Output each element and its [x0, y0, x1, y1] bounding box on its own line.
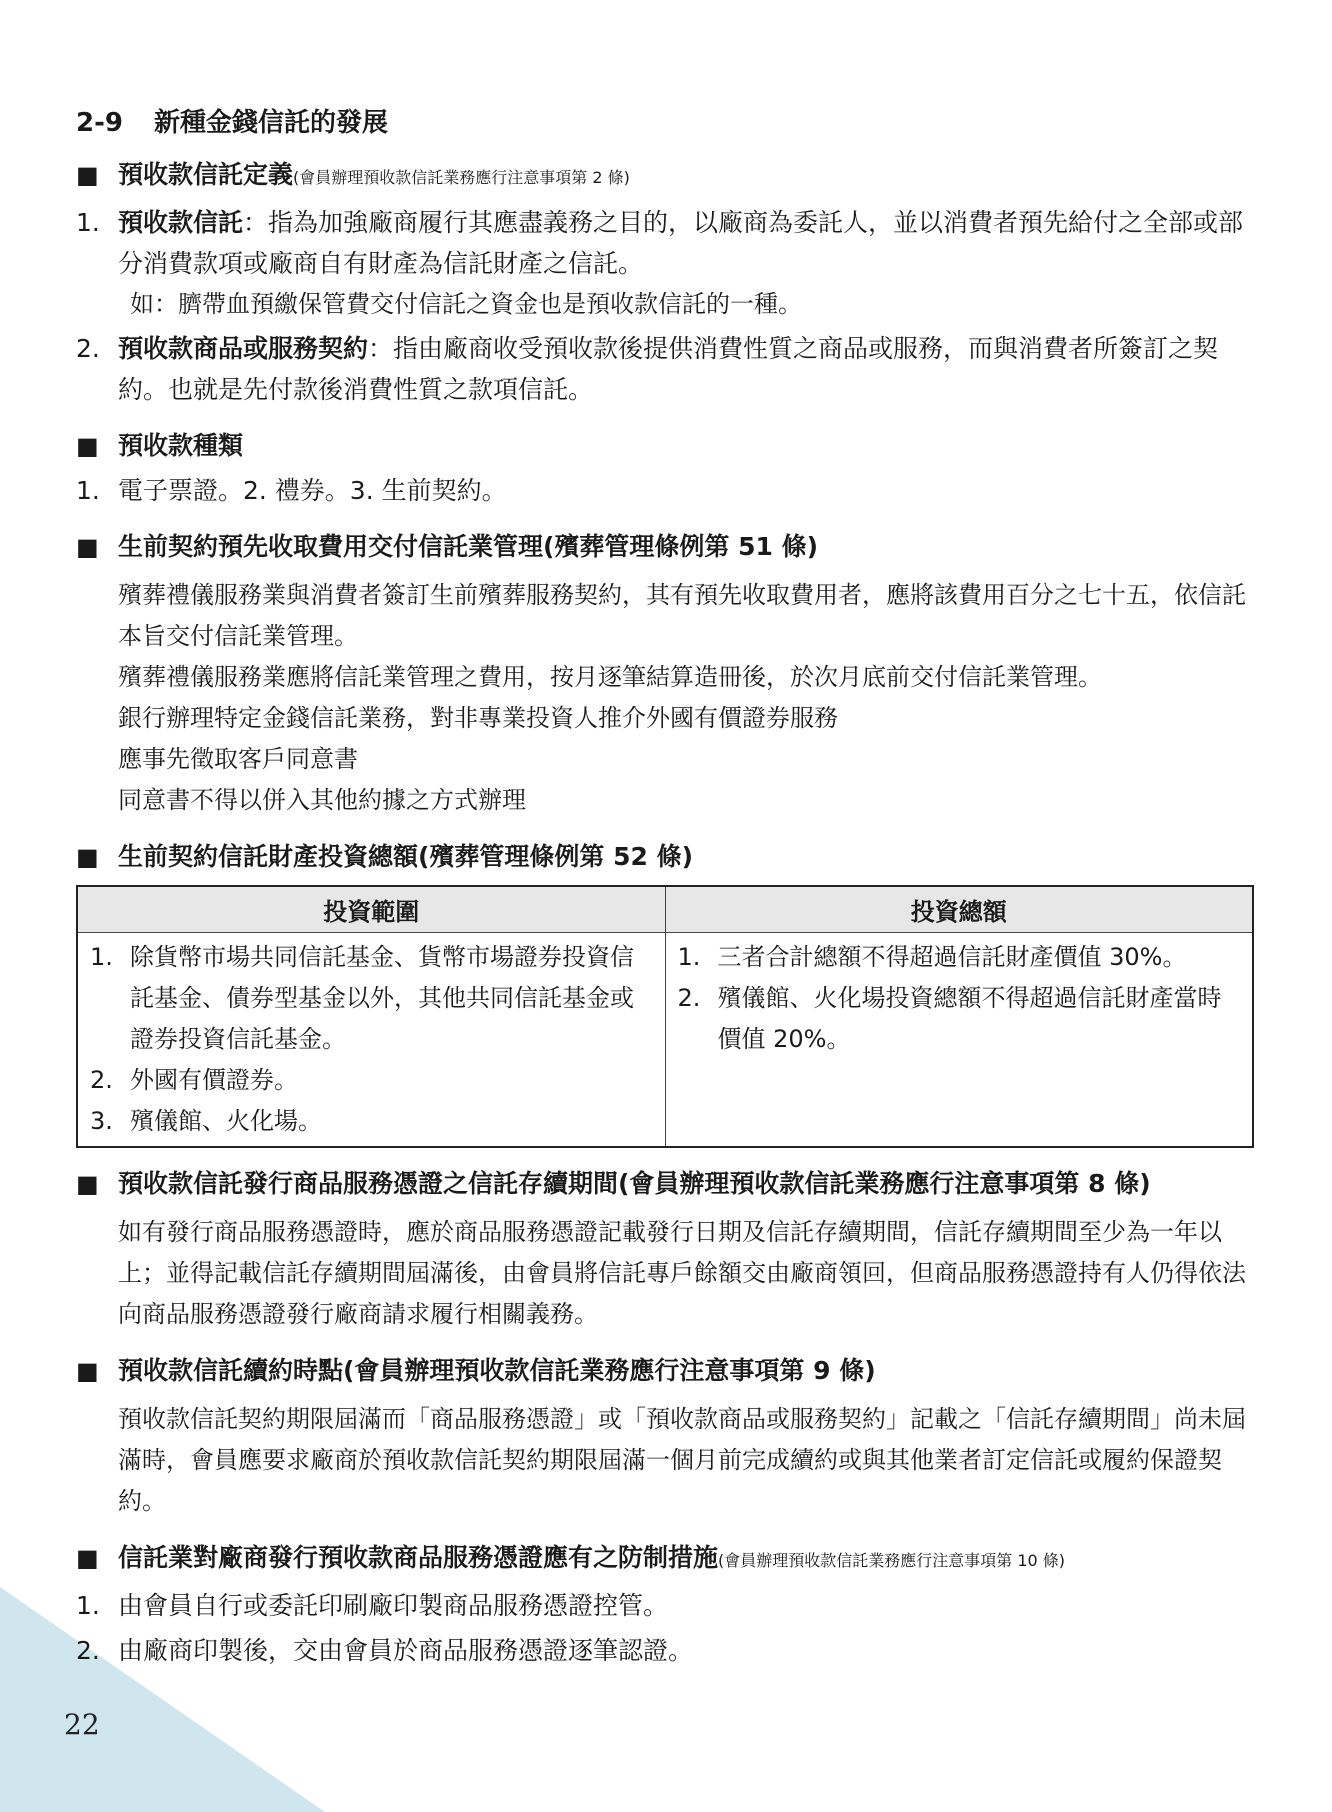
square-bullet-icon: ■: [76, 533, 99, 561]
example-text: 如：臍帶血預繳保管費交付信託之資金也是預收款信託的一種。: [130, 290, 802, 318]
column-header: 投資總額: [665, 886, 1253, 933]
item-number: 2.: [90, 1066, 113, 1094]
table-header-row: [77, 886, 1253, 933]
list-item: [678, 937, 1243, 978]
heading-note: (會員辦理預收款信託業務應行注意事項第 10 條): [718, 1551, 1066, 1570]
list-item: [76, 1630, 1256, 1671]
list-item: [678, 978, 1243, 1060]
item-number: 1.: [76, 1591, 100, 1620]
list-item: [76, 1585, 1256, 1626]
section-heading-investment: [76, 837, 1256, 877]
section-heading-definition: [76, 155, 1256, 198]
paragraph: 銀行辦理特定金錢信託業務，對非專業投資人推介外國有價證券服務: [118, 704, 838, 732]
term: 預收款商品或服務契約: [118, 334, 369, 363]
item-text: 三者合計總額不得超過信託財產價值 30%。: [717, 943, 1187, 971]
section-title: 新種金錢信託的發展: [154, 108, 389, 138]
heading-text: 生前契約預先收取費用交付信託業管理(殯葬管理條例第 51 條): [118, 532, 819, 561]
heading-text: 預收款信託發行商品服務憑證之信託存續期間(會員辦理預收款信託業務應行注意事項第 8 條): [118, 1169, 1151, 1198]
item-number: 1.: [677, 943, 701, 971]
section-heading-renewal: [76, 1351, 1256, 1391]
item-text: 電子票證。2. 禮券。3. 生前契約。: [118, 476, 507, 505]
term: 預收款信託: [118, 208, 244, 237]
paragraph: 如有發行商品服務憑證時，應於商品服務憑證記載發行日期及信託存續期間，信託存續期間至少為一年以上；並得記載信託存續期間屆滿後，由會員將信託專戶餘額交由廠商領回，但商品服務憑證持有人仍得依法向商品服務憑證發行廠商請求履行相關義務。: [118, 1218, 1246, 1328]
section-number: 2-9: [76, 108, 123, 138]
square-bullet-icon: ■: [76, 1357, 99, 1385]
item-number: 1.: [90, 943, 113, 971]
item-number: 2.: [76, 334, 100, 363]
paragraph: 殯葬禮儀服務業應將信託業管理之費用，按月逐筆結算造冊後，於次月底前交付信託業管理。: [118, 663, 1102, 691]
paragraph-block: [76, 575, 1256, 821]
paragraph: 應事先徵取客戶同意書: [118, 745, 358, 773]
paragraph: 預收款信託契約期限屆滿而「商品服務憑證」或「預收款商品或服務契約」記載之「信託存續期間」尚未屆滿時，會員應要求廠商於預收款信託契約期限屆滿一個月前完成續約或與其他業者訂定信託或履約保證契約。: [118, 1405, 1246, 1515]
square-bullet-icon: ■: [76, 1544, 99, 1572]
square-bullet-icon: ■: [76, 161, 99, 189]
item-text: 除貨幣市場共同信託基金、貨幣市場證券投資信託基金、債券型基金以外，其他共同信託基金或證券投資信託基金。: [130, 943, 634, 1053]
page-number: 22: [64, 1708, 100, 1741]
list-item: [90, 937, 655, 1060]
heading-text: 生前契約信託財產投資總額(殯葬管理條例第 52 條): [118, 842, 694, 871]
list-item: [90, 1101, 655, 1142]
square-bullet-icon: ■: [76, 843, 99, 871]
heading-note: (會員辦理預收款信託業務應行注意事項第 2 條): [293, 168, 630, 187]
paragraph: 同意書不得以併入其他約據之方式辦理: [118, 786, 526, 814]
list-item: [76, 202, 1256, 284]
item-number: 2.: [677, 984, 701, 1012]
section-heading-types: [76, 426, 1256, 466]
item-text: 殯儀館、火化場投資總額不得超過信託財產當時價值 20%。: [717, 984, 1222, 1053]
definition: ：指由廠商收受預收款後提供消費性質之商品或服務，而與消費者所簽訂之契約。也就是先付款後消費性質之款項信託。: [118, 334, 1219, 404]
square-bullet-icon: ■: [76, 432, 99, 460]
item-text: 殯儀館、火化場。: [130, 1107, 322, 1135]
page-title: [76, 102, 1256, 139]
list-item: [90, 1060, 655, 1101]
item-number: 1.: [76, 208, 100, 237]
definition: ：指為加強廠商履行其應盡義務之目的，以廠商為委託人，並以消費者預先給付之全部或部分消費款項或廠商自有財產為信託財產之信託。: [118, 208, 1244, 278]
heading-text: 預收款信託定義: [118, 160, 294, 189]
heading-text: 信託業對廠商發行預收款商品服務憑證應有之防制措施: [118, 1543, 719, 1572]
page-content: [76, 96, 1256, 1671]
item-number: 1.: [76, 476, 100, 505]
heading-text: 預收款種類: [118, 431, 244, 460]
item-text: 由會員自行或委託印刷廠印製商品服務憑證控管。: [118, 1591, 669, 1620]
investment-table: [76, 885, 1254, 1148]
list-item: [76, 328, 1256, 410]
section-heading-duration: [76, 1164, 1256, 1204]
item-text: 由廠商印製後，交由會員於商品服務憑證逐筆認證。: [118, 1636, 694, 1665]
item-text: 外國有價證券。: [130, 1066, 298, 1094]
column-header: 投資範圍: [77, 886, 665, 933]
list-item: [76, 470, 1256, 511]
table-cell-amount: [665, 933, 1253, 1148]
section-heading-prevention: [76, 1538, 1256, 1581]
heading-text: 預收款信託續約時點(會員辦理預收款信託業務應行注意事項第 9 條): [118, 1356, 876, 1385]
paragraph: 殯葬禮儀服務業與消費者簽訂生前殯葬服務契約，其有預先收取費用者，應將該費用百分之七十五，依信託本旨交付信託業管理。: [118, 581, 1246, 650]
table-row: [77, 933, 1253, 1148]
square-bullet-icon: ■: [76, 1170, 99, 1198]
table-cell-scope: [77, 933, 665, 1148]
item-number: 3.: [90, 1107, 113, 1135]
section-heading-prepaid-funeral: [76, 527, 1256, 567]
item-number: 2.: [76, 1636, 100, 1665]
